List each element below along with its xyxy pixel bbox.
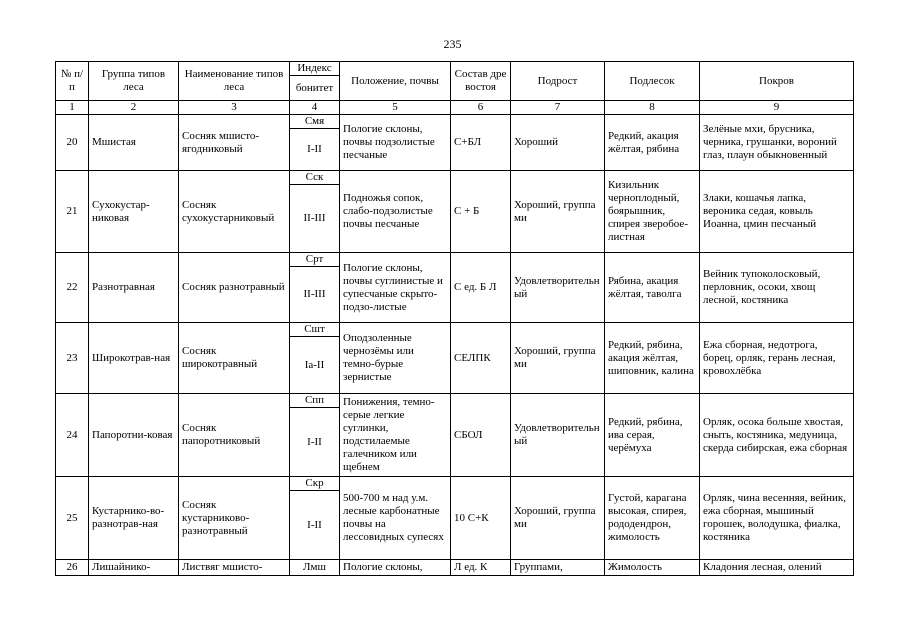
- composition: С + Б: [451, 171, 511, 253]
- index-code: Срт: [290, 253, 340, 267]
- forest-type-name: Сосняк сухокустарниковый: [179, 171, 290, 253]
- header-name: Наименование типов леса: [179, 62, 290, 101]
- forest-group: Сухокустар-никовая: [89, 171, 179, 253]
- forest-type-name: Листвяг мшисто-: [179, 560, 290, 576]
- column-number: 1: [56, 101, 89, 115]
- header-position: Положение, почвы: [340, 62, 451, 101]
- column-number: 3: [179, 101, 290, 115]
- understory: Рябина, акация жёлтая, таволга: [605, 253, 700, 323]
- composition: Л ед. К: [451, 560, 511, 576]
- ground-cover: Зелёные мхи, брусника, черника, грушанки, вороний глаз, плаун обыкновенный: [700, 115, 854, 171]
- undergrowth: Хороший, группами: [511, 477, 605, 560]
- row-number: 22: [56, 253, 89, 323]
- table-row: [56, 171, 854, 185]
- forest-type-name: Сосняк мшисто-ягодниковый: [179, 115, 290, 171]
- bonitet: I-II: [290, 491, 340, 560]
- undergrowth: Удовлетворительный: [511, 394, 605, 477]
- row-number: 23: [56, 323, 89, 394]
- index-code: Спп: [290, 394, 340, 408]
- ground-cover: Злаки, кошачья лапка, вероника седая, ковыль Иоанна, цмин песчаный: [700, 171, 854, 253]
- header-group: Группа типов леса: [89, 62, 179, 101]
- bonitet: I-II: [290, 129, 340, 171]
- table-row: [56, 477, 854, 491]
- forest-group: Широкотрав-ная: [89, 323, 179, 394]
- column-number: 8: [605, 101, 700, 115]
- understory: Кизильник черноплодный, боярышник, спирея зверобое-листная: [605, 171, 700, 253]
- header-row-1: [56, 62, 854, 76]
- index-code: Скр: [290, 477, 340, 491]
- page-number: 235: [443, 37, 462, 51]
- bonitet: II-III: [290, 185, 340, 253]
- column-number: 9: [700, 101, 854, 115]
- ground-cover: Вейник тупоколосковый, перловник, осоки, хвощ лесной, костяника: [700, 253, 854, 323]
- position-soils: Понижения, темно-серые легкие суглинки, подстилаемые галечником или щебнем: [340, 394, 451, 477]
- header-num: № п/п: [56, 62, 89, 101]
- understory: Густой, карагана высокая, спирея, рододендрон, жимолость: [605, 477, 700, 560]
- forest-type-name: Сосняк разнотравный: [179, 253, 290, 323]
- row-number: 25: [56, 477, 89, 560]
- position-soils: 500-700 м над у.м. лесные карбонатные почвы на лессовидных супесях: [340, 477, 451, 560]
- forest-group: Папоротни-ковая: [89, 394, 179, 477]
- undergrowth: Группами,: [511, 560, 605, 576]
- table-row: [56, 560, 854, 576]
- composition: 10 С+К: [451, 477, 511, 560]
- bonitet: II-III: [290, 267, 340, 323]
- position-soils: Пологие склоны,: [340, 560, 451, 576]
- table-row: [56, 253, 854, 267]
- position-soils: Пологие склоны, почвы подзолистые песчаные: [340, 115, 451, 171]
- composition: С+БЛ: [451, 115, 511, 171]
- undergrowth: Удовлетворительный: [511, 253, 605, 323]
- understory: Жимолость: [605, 560, 700, 576]
- composition: С ед. Б Л: [451, 253, 511, 323]
- forest-group: Разнотравная: [89, 253, 179, 323]
- forest-types-table: [55, 61, 854, 576]
- position-soils: Оподзоленные чернозёмы или темно-бурые зернистые: [340, 323, 451, 394]
- ground-cover: Орляк, чина весенняя, вейник, ежа сборная, мышиный горошек, володушка, фиалка, костяника: [700, 477, 854, 560]
- row-number: 26: [56, 560, 89, 576]
- forest-group: Лишайнико-: [89, 560, 179, 576]
- column-number: 6: [451, 101, 511, 115]
- header-bonitet: бонитет: [290, 76, 340, 101]
- composition: СБОЛ: [451, 394, 511, 477]
- bonitet: Ia-II: [290, 337, 340, 394]
- undergrowth: Хороший, группами: [511, 171, 605, 253]
- row-number: 20: [56, 115, 89, 171]
- header-undergrowth: Подрост: [511, 62, 605, 101]
- undergrowth: Хороший: [511, 115, 605, 171]
- index-code: Сшт: [290, 323, 340, 337]
- index-code: Сск: [290, 171, 340, 185]
- understory: Редкий, рябина, акация жёлтая, шиповник, калина: [605, 323, 700, 394]
- understory: Редкий, рябина, ива серая, черёмуха: [605, 394, 700, 477]
- header-index: Индекс: [290, 62, 340, 76]
- index-code: Смя: [290, 115, 340, 129]
- header-cover: Покров: [700, 62, 854, 101]
- forest-type-name: Сосняк кустарниково-разнотравный: [179, 477, 290, 560]
- composition: СЕЛПК: [451, 323, 511, 394]
- column-number-row: [56, 101, 854, 115]
- forest-type-name: Сосняк папоротниковый: [179, 394, 290, 477]
- column-number: 5: [340, 101, 451, 115]
- column-number: 4: [290, 101, 340, 115]
- ground-cover: Ежа сборная, недотрога, борец, орляк, герань лесная, кровохлёбка: [700, 323, 854, 394]
- undergrowth: Хороший, группами: [511, 323, 605, 394]
- header-composition: Состав древостоя: [451, 62, 511, 101]
- position-soils: Подножья сопок, слабо-подзолистые почвы песчаные: [340, 171, 451, 253]
- header-understory: Подлесок: [605, 62, 700, 101]
- ground-cover: Кладония лесная, олений: [700, 560, 854, 576]
- understory: Редкий, акация жёлтая, рябина: [605, 115, 700, 171]
- bonitet: I-II: [290, 408, 340, 477]
- row-number: 24: [56, 394, 89, 477]
- position-soils: Пологие склоны, почвы суглинистые и супесчаные скрыто-подзо-листые: [340, 253, 451, 323]
- column-number: 2: [89, 101, 179, 115]
- ground-cover: Орляк, осока больше хвостая, сныть, костяника, медуница, скерда сибирская, ежа сборная: [700, 394, 854, 477]
- table-row: [56, 394, 854, 408]
- column-number: 7: [511, 101, 605, 115]
- forest-group: Кустарнико-во-разнотрав-ная: [89, 477, 179, 560]
- index-code: Лмш: [290, 560, 340, 576]
- row-number: 21: [56, 171, 89, 253]
- forest-group: Мшистая: [89, 115, 179, 171]
- forest-type-name: Сосняк широкотравный: [179, 323, 290, 394]
- table-row: [56, 115, 854, 129]
- table-row: [56, 323, 854, 337]
